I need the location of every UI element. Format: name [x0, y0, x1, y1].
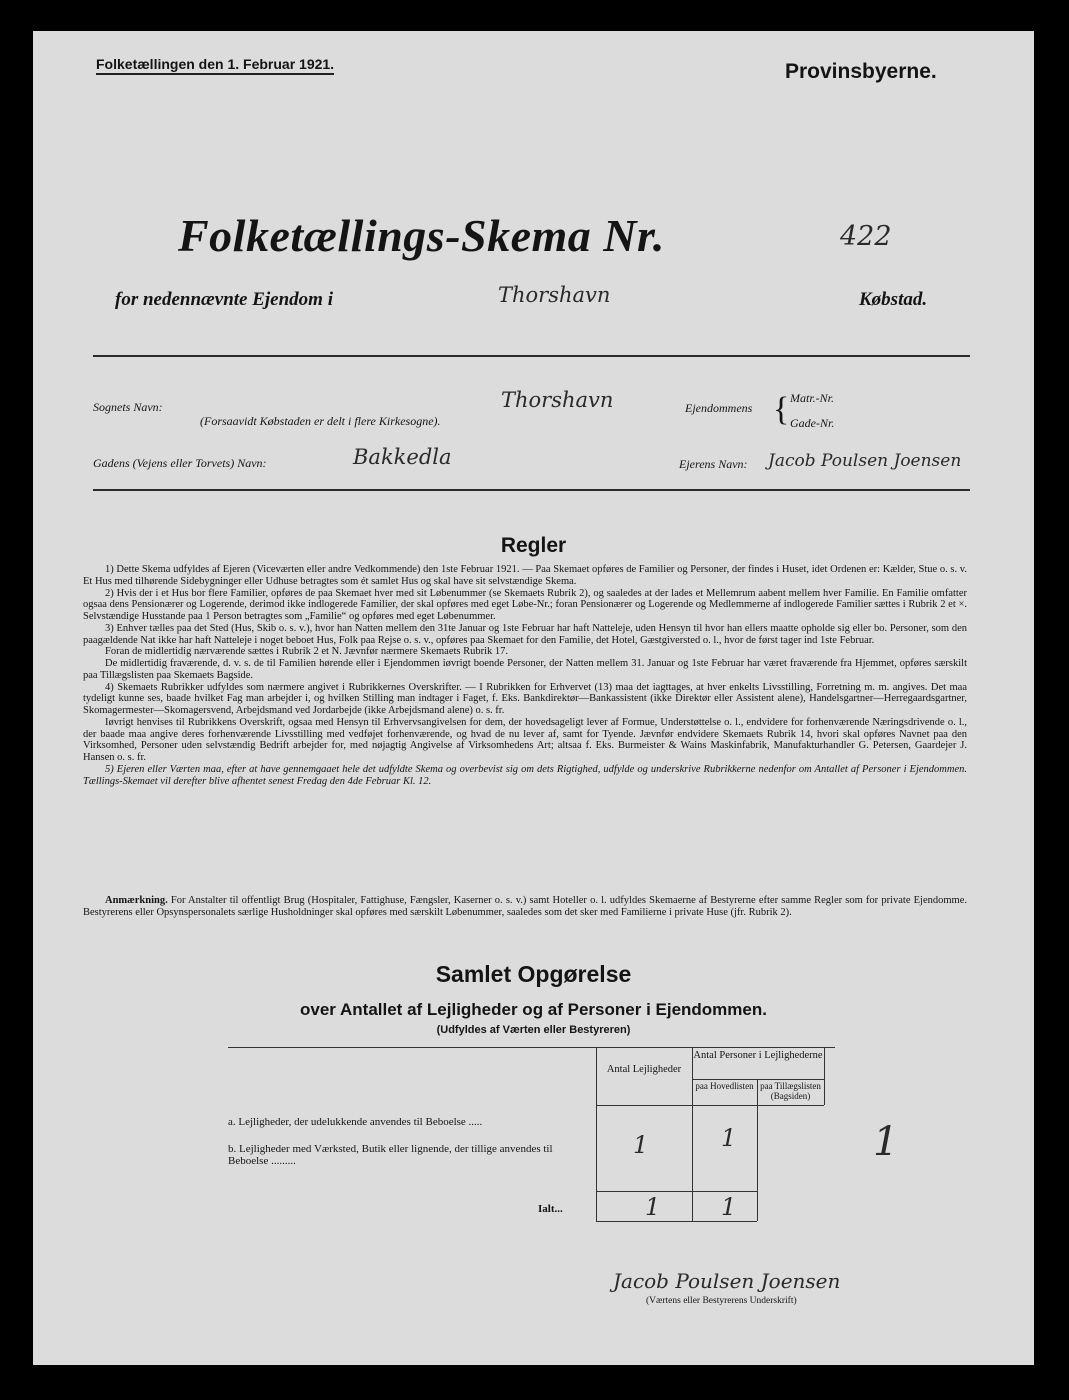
- brace-icon: {: [773, 391, 790, 428]
- divider-rule: [93, 489, 970, 491]
- rule-paragraph: 1) Dette Skema udfyldes af Ejeren (Viceværten eller andre Vedkommende) den 1ste Februar 1921. — Paa Skemaet opføres de Familier og Personer, der findes i Huset, idet Ordenen er: Kælder, Stue o. s. v. Et Hus med tilhørende Sidebygninger eller Udhuse betragtes som ét samlet Hus og skal have sit selvstændige Skema.: [83, 564, 967, 587]
- col-header-supplement: paa Tillægslisten (Bagsiden): [760, 1081, 821, 1101]
- divider-rule: [93, 355, 970, 357]
- signature-caption: (Værtens eller Bestyrerens Underskrift): [646, 1296, 797, 1306]
- row-b-persons-main: 1: [721, 1124, 737, 1152]
- rules-body: [83, 564, 967, 787]
- form-number: 422: [840, 221, 892, 252]
- rule-paragraph: Iøvrigt henvises til Rubrikkens Overskrift, ogsaa med Hensyn til Erhvervsangivelsen for dem, der hovedsageligt lever af Formue, Understøttelse o. l., endvidere for forhenværende Næringsdrivende o. l., der baade maa angive deres forhenværende Livsstilling med vedføjet forhenværende, og hvad de nu lever af, samt for Tyende. Jævnfør endvidere Skemaets Rubrik 14, hvori skal opføres Navnet paa den Virksomhed, Personer uden selvstændig Bedrift arbejder for, med nøjagtig Angivelse af Virksomhedens Art; altsaa f. Eks. Burmeister & Wains Maskinfabrik, Manufakturhandler G. Petersen, Gaardejer J. Hansen o. s. fr.: [83, 716, 967, 763]
- rule-paragraph: 4) Skemaets Rubrikker udfyldes som nærmere angivet i Rubrikkernes Overskrifter. — I Rubrikken for Erhvervet (13) maa det iagttages, at hver enkelts Livsstilling, Forretning m. m. angives. Det maa tydeligt kunne ses, baade hvilket Fag man arbejder i, og hvilken Stilling man indtager i Faget, f. Eks. Bankdirektør—Bankassistent (ikke Direktør eller Assistent alene), Handelsgartner—Herregaardsgartner, Skomagermester—Skomagersvend, Arbejdsmand ved Jordarbejde (ikke Arbejdsmand alene) o. s. fr.: [83, 681, 967, 716]
- table-rule: [692, 1079, 824, 1080]
- remark-label: Anmærkning.: [105, 895, 168, 906]
- parish-handwritten: Thorshavn: [501, 388, 614, 412]
- col-header-main-list: paa Hovedlisten: [695, 1081, 754, 1091]
- parish-label: Sognets Navn:: [93, 400, 163, 414]
- summary-subtitle: over Antallet af Lejligheder og af Personer i Ejendommen.: [300, 1000, 767, 1019]
- matr-nr-label: Matr.-Nr.: [790, 391, 835, 405]
- table-rule: [692, 1047, 693, 1221]
- row-label-a: a. Lejligheder, der udelukkende anvendes til Beboelse .....: [228, 1116, 483, 1128]
- rule-paragraph: De midlertidig fraværende, d. v. s. de til Familien hørende eller i Ejendommen iøvrigt boende Personer, der Natten mellem 31. Januar og 1ste Februar har været fraværende fra Hjemmet, opføres særskilt paa Tillægslisten paa Skemaets Bagside.: [83, 658, 967, 681]
- region-label: Provinsbyerne.: [785, 60, 937, 83]
- row-label-b: b. Lejligheder med Værksted, Butik eller lignende, der tillige anvendes til Beboelse .........: [228, 1143, 553, 1167]
- parish-note: (Forsaavidt Købstaden er delt i flere Kirkesogne).: [200, 414, 441, 428]
- table-rule: [757, 1079, 758, 1221]
- gade-nr-label: Gade-Nr.: [790, 416, 835, 430]
- row-b-persons-supplement: 1: [873, 1119, 899, 1165]
- remark-text: For Anstalter til offentligt Brug (Hospitaler, Fattighuse, Fængsler, Kaserner o. s. v.) samt Hoteller o. l. udfyldes Skemaerne af Bestyrerne efter samme Regler som for private Ejendomme. Bestyrerens eller Opsynspersonalets særlige Husholdninger skal opføres med særskilt Løbenummer, saaledes som det sker med Familierne i private Huse (jfr. Rubrik 2).: [83, 895, 967, 918]
- total-persons-main: 1: [721, 1193, 737, 1221]
- town-type-label: Købstad.: [859, 289, 928, 310]
- rule-paragraph: 3) Enhver tælles paa det Sted (Hus, Skib o. s. v.), hvor han Natten mellem den 31te Januar og 1ste Februar har haft Natteleje, uden Hensyn til hvor han ellers maatte opholde sig eller bo. Personer, som den paagældende Nat ikke har haft Natteleje i noget beboet Hus, Folk paa Rejse o. s. v., opføres paa Skemaet for den Familie, det Hotel, Gæstgiversted o. l., hvor de først tager ind 1ste Februar.: [83, 622, 967, 646]
- owner-label: Ejerens Navn:: [679, 457, 748, 471]
- remark-paragraph: [83, 895, 967, 919]
- signature-handwritten: Jacob Poulsen Joensen: [613, 1269, 841, 1293]
- summary-title: Samlet Opgørelse: [435, 961, 632, 987]
- table-rule: [596, 1221, 757, 1222]
- street-handwritten: Bakkedla: [353, 445, 452, 469]
- rule-paragraph: 2) Hvis der i et Hus bor flere Familier, opføres de paa Skemaet hver med sit Løbenummer (se Skemaets Rubrik 2), og saaledes at der lades et Mellemrum aabent mellem hver Familie. En Familie omfatter ogsaa dens Pensionærer og Logerende, derimod ikke indlogerede Familier, der skal opføres med eget Løbe-Nr.; foran Pensionærer og Logerende og Medlemmerne af indlogerede Familier sættes i Rubrik 2 et ×. Selvstændige Husstande paa 1 Person betragtes som „Familie“ og opføres med eget Løbenummer.: [83, 587, 967, 622]
- row-b-apartments: 1: [633, 1131, 649, 1159]
- rule-paragraph: Foran de midlertidig nærværende sættes i Rubrik 2 et N. Jævnfør nærmere Skemaets Rubrik 17.: [105, 646, 509, 658]
- total-label: Ialt...: [538, 1203, 563, 1215]
- total-apartments: 1: [645, 1193, 661, 1221]
- col-header-persons: Antal Personer i Lejlighederne: [693, 1050, 823, 1061]
- summary-note: (Udfyldes af Værten eller Bestyreren): [436, 1024, 631, 1036]
- table-rule: [228, 1047, 835, 1048]
- census-header: Folketællingen den 1. Februar 1921.: [96, 56, 334, 75]
- table-rule: [596, 1105, 824, 1106]
- table-rule: [596, 1191, 757, 1192]
- rules-title: Regler: [500, 534, 567, 557]
- form-title: Folketællings-Skema Nr.: [178, 210, 665, 261]
- property-line-label: for nedennævnte Ejendom i: [115, 289, 333, 310]
- rule-paragraph: 5) Ejeren eller Værten maa, efter at have gennemgaaet hele det udfyldte Skema og overbevist sig om dets Rigtighed, udfylde og underskrive Rubrikkerne nedenfor om Antallet af Personer i Ejendommen. Tællings-Skemaet vil derefter blive afhentet senest Fredag den 4de Februar Kl. 12.: [83, 763, 967, 787]
- estate-label: Ejendommens: [685, 401, 753, 415]
- census-form-page: [33, 31, 1034, 1365]
- town-handwritten: Thorshavn: [498, 283, 611, 307]
- owner-handwritten: Jacob Poulsen Joensen: [768, 451, 962, 471]
- table-rule: [596, 1047, 597, 1221]
- col-header-apartments: Antal Lejligheder: [606, 1064, 682, 1075]
- table-rule: [824, 1047, 825, 1105]
- street-label: Gadens (Vejens eller Torvets) Navn:: [93, 456, 267, 470]
